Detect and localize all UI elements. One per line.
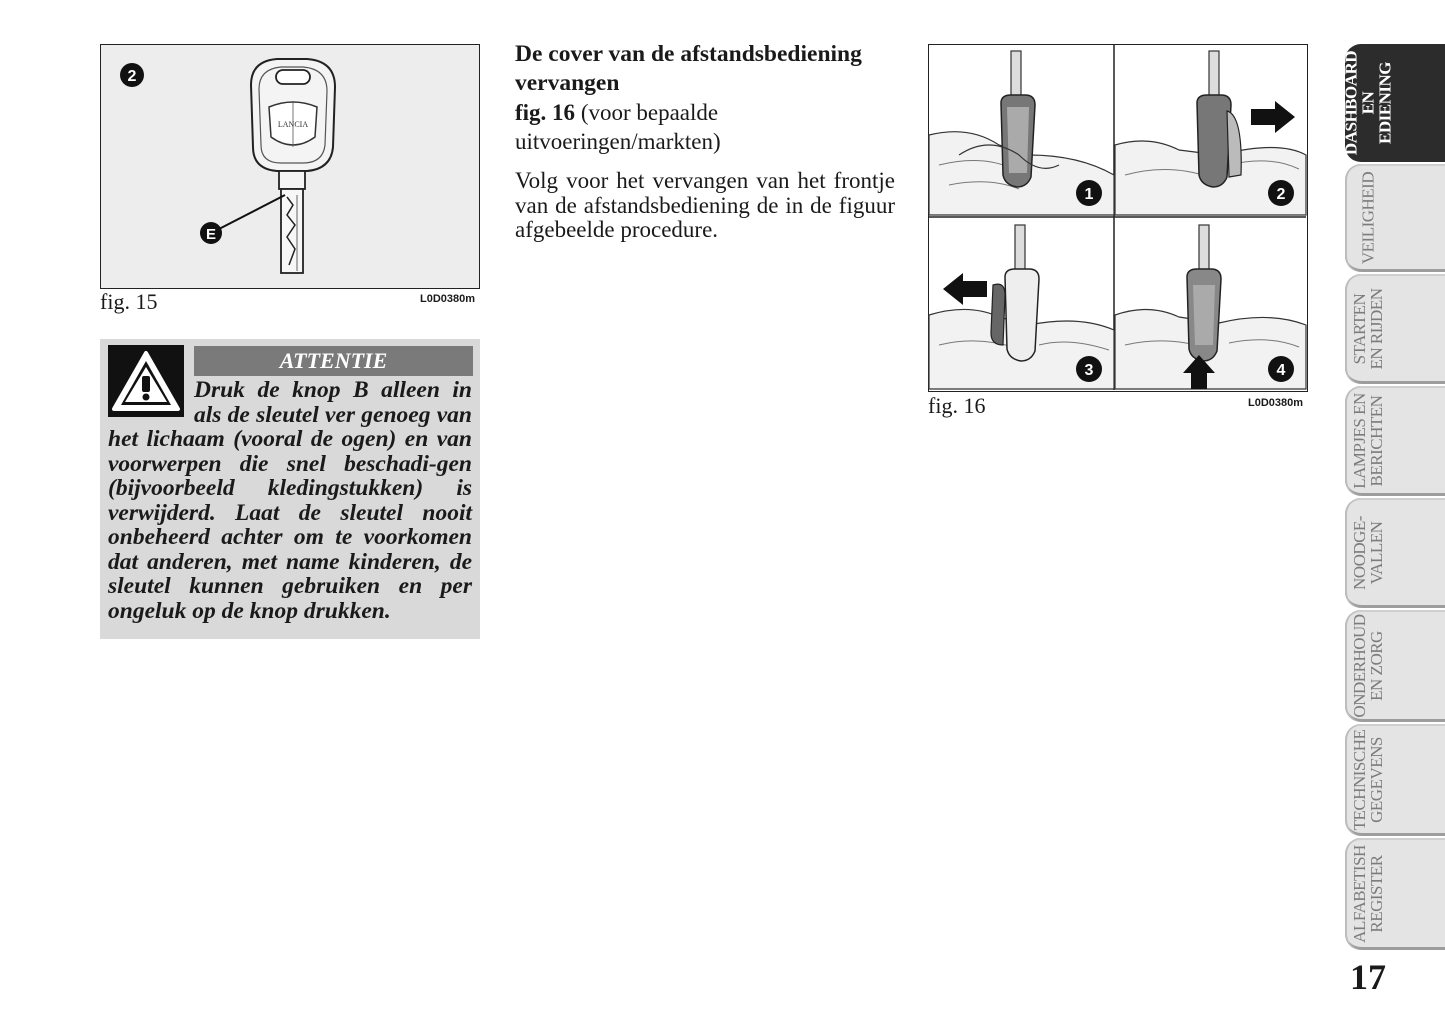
warning-title: ATTENTIE xyxy=(194,346,473,376)
fig-16-code: L0D0380m xyxy=(1248,397,1304,409)
warning-box xyxy=(100,339,480,639)
fig-15-code: L0D0380m xyxy=(420,293,476,305)
step-1-panel xyxy=(929,51,1114,215)
step-3-number: 3 xyxy=(1084,362,1094,379)
step-3-panel xyxy=(929,225,1114,389)
tab-alfabetisch-register-label: ALFABETISH REGISTER xyxy=(1350,845,1386,943)
fig-15-illustration xyxy=(100,44,480,289)
section-heading: De cover van de afstandsbediening vervangen xyxy=(515,41,862,96)
section-body: Volg voor het vervangen van het frontje van de afstandsbediening de in de figuur afgebeelde procedure. xyxy=(515,168,895,242)
tab-alfabetisch-register[interactable] xyxy=(1345,838,1445,950)
tab-technische-gegevens[interactable] xyxy=(1345,724,1445,836)
fig-16-caption: fig. 16 xyxy=(928,393,986,418)
step-marker-number: 2 xyxy=(127,68,137,85)
page-number: 17 xyxy=(1350,957,1386,997)
fig-16-reference: fig. 16 xyxy=(515,100,576,125)
warning-text: Druk de knop B alleen in als de sleutel ver genoeg van het lichaam (vooral de ogen) en van voorwerpen die snel beschadi-gen (bijvoorbeeld kledingstukken) is verwijderd. Laat de sleutel nooit onbeheerd achter om te voorkomen dat anderen, met name kinderen, de sleutel kunnen gebruiken en per ongeluk op de knop drukken. xyxy=(108,377,472,624)
fig-16-illustration xyxy=(928,44,1308,392)
tab-noodgevallen[interactable] xyxy=(1345,498,1445,608)
step-1-number: 1 xyxy=(1084,186,1094,203)
cover-replacement-steps xyxy=(929,45,1306,390)
key-logo-text: LANCIA xyxy=(277,120,309,129)
tab-noodgevallen-label: NOODGE- VALLEN xyxy=(1350,516,1386,590)
step-4-number: 4 xyxy=(1276,362,1286,379)
tab-starten-en-rijden[interactable] xyxy=(1345,274,1445,384)
tab-onderhoud-en-zorg-label: ONDERHOUD EN ZORG xyxy=(1350,614,1386,718)
tab-veiligheid-label: VEILIGHEID xyxy=(1358,171,1378,265)
key-button xyxy=(276,70,310,84)
step-2-number: 2 xyxy=(1276,186,1286,203)
tab-starten-en-rijden-label: STARTEN EN RIJDEN xyxy=(1350,288,1386,370)
tab-onderhoud-en-zorg[interactable] xyxy=(1345,610,1445,722)
tab-technische-gegevens-label: TECHNISCHE GEGEVENS xyxy=(1350,729,1386,831)
tab-dashboard[interactable] xyxy=(1341,44,1445,162)
tab-lampjes-en-berichten[interactable] xyxy=(1345,386,1445,496)
tab-dashboard-label: DASHBOARD EN EDIENING xyxy=(1341,50,1395,156)
arrow-right-icon xyxy=(1251,101,1295,133)
arrow-left-icon xyxy=(943,273,987,305)
fig-15-caption: fig. 15 xyxy=(100,289,158,314)
tab-veiligheid[interactable] xyxy=(1345,164,1445,272)
tab-lampjes-en-berichten-label: LAMPJES EN BERICHTEN xyxy=(1350,393,1386,489)
step-4-panel xyxy=(1115,225,1306,389)
section-figure-reference xyxy=(515,98,895,156)
label-e-text: E xyxy=(205,226,217,243)
key-blade xyxy=(281,189,303,273)
step-2-panel xyxy=(1115,51,1306,215)
key-illustration xyxy=(101,45,478,287)
section-note: (voor bepaalde uitvoeringen/markten) xyxy=(515,100,721,154)
